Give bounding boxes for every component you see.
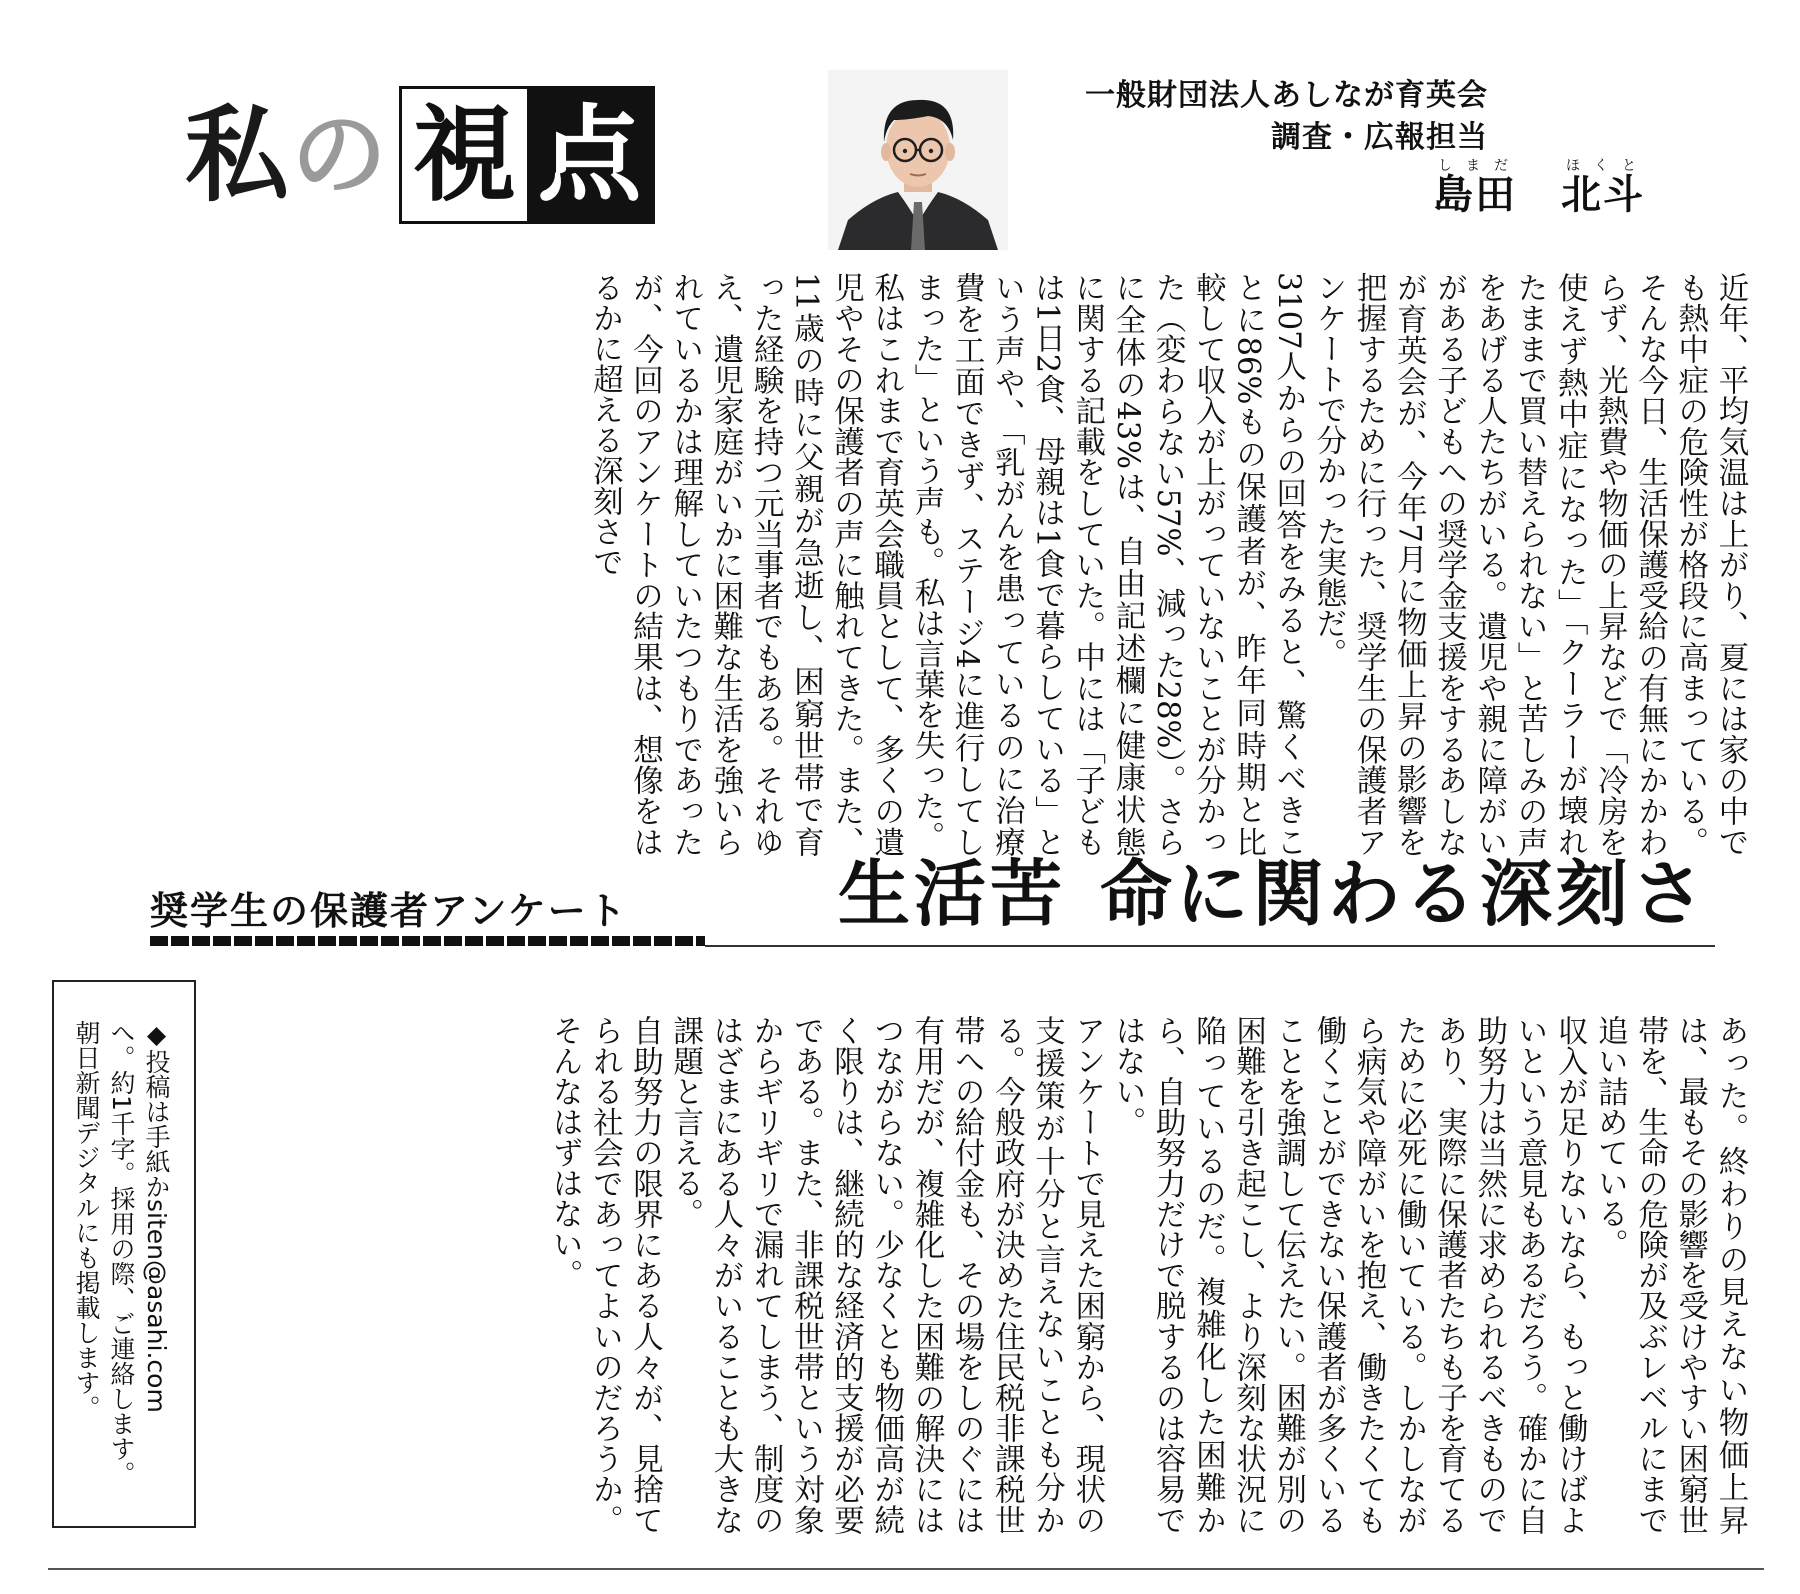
logo-char-no: の [291, 98, 388, 211]
logo-char-shi: 視 [402, 89, 527, 221]
logo-box [399, 86, 655, 224]
headline-part-2: 命に関わる深刻さ [1099, 851, 1708, 936]
article-paragraph: 自助努力の限界にある人々が、見捨てられる社会であってよいのだろうか。そんなはずはない。 [547, 1015, 663, 1535]
author-surname: 島田しまだ [1433, 158, 1517, 218]
article-paragraph: あった。終わりの見えない物価上昇は、最もその影響を受けやすい困窮世帯を、生命の危険が及ぶレベルにまで追い詰めている。 [1592, 1015, 1748, 1535]
article-subheading: 奨学生の保護者アンケート [150, 889, 628, 933]
article-paragraph: 近年、平均気温は上がり、夏には家の中でも熱中症の危険性が格段に高まっている。そんな今日、生活保護受給の有無にかかわらず、光熱費や物価の上昇などで「冷房を使えず熱中症になった」「クーラーが壊れたままで買い替えられない」と苦しみの声をあげる人たちがいる。遺児や親に障がいがある子どもへの奨学金支援をするあしなが育英会が、今年7月に物価上昇の影響を把握するために行った、奨学生の保護者アンケートで分かった実態だ。 [1310, 272, 1748, 857]
author-portrait-icon [828, 70, 1008, 250]
author-name [1433, 158, 1645, 220]
author-organization: 一般財団法人あしなが育英会 [1085, 78, 1488, 113]
logo-char-watashi: 私 [185, 93, 290, 216]
article-paragraph: 私はこれまで育英会職員として、多くの遺児やその保護者の声に触れてきた。また、11歳の時に父親が急逝し、困窮世帯で育った経験を持つ元当事者でもある。それゆえ、遺児家庭がいかに困難な生活を強いられているかは理解していたつもりであったが、今回のアンケートの結果は、想像をはるかに超える深刻さで [587, 272, 904, 857]
submission-notice-text [69, 1020, 174, 1490]
subheading-rule [150, 936, 705, 946]
article-headline [837, 851, 1708, 936]
page-bottom-rule [48, 1568, 1764, 1570]
column-logo [185, 90, 655, 220]
submission-notice-box [52, 980, 196, 1528]
article-body-bottom [318, 1015, 1750, 1535]
notice-line: 朝日新聞デジタルにも掲載します。 [72, 1020, 101, 1420]
article-body-top [30, 272, 1750, 857]
author-given-name: 北斗ほくと [1561, 158, 1645, 218]
notice-line: へ。約1千字。採用の際、ご連絡します。 [107, 1020, 136, 1486]
headline-part-1: 生活苦 [837, 851, 1066, 936]
author-photo [828, 70, 1008, 250]
notice-line: ◆投稿は手紙かsiten@asahi.com [142, 1020, 171, 1413]
logo-char-ten: 点 [527, 89, 652, 221]
article-paragraph: アンケートで見えた困窮から、現状の支援策が十分と言えないことも分かる。今般政府が決めた住民税非課税世帯への給付金も、その場をしのぐには有用だが、複雑化した困難の解決にはつながらない。少なくとも物価高が続く限りは、継続的な経済的支援が必要である。また、非課税世帯という対象からギリギリで漏れてしまう、制度のはざまにある人々がいることも大きな課題と言える。 [667, 1015, 1105, 1535]
article-paragraph: 3107人からの回答をみると、驚くべきことに86%もの保護者が、昨年同時期と比較して収入が上がっていないことが分かった（変わらない57%、減った28%）。さらに全体の43%は、自由記述欄に健康状態に関する記載をしていた。中には「子どもは1日2食、母親は1食で暮らしている」という声や、「乳がんを患っているのに治療費を工面できず、ステージ4に進行してしまった」という声も。私は言葉を失った。 [908, 272, 1306, 857]
headline-rule [705, 945, 1715, 947]
author-role: 調査・広報担当 [1271, 120, 1488, 155]
article-paragraph: 収入が足りないなら、もっと働けばよいという意見もあるだろう。確かに自助努力は当然に求められるべきものであり、実際に保護者たちも子を育てるために必死に働いている。しかしながら病気や障がいを抱え、働きたくても働くことができない保護者が多くいることを強調して伝えたい。困難が別の困難を引き起こし、より深刻な状況に陥っているのだ。複雑化した困難から、自助努力だけで脱するのは容易ではない。 [1109, 1015, 1588, 1535]
